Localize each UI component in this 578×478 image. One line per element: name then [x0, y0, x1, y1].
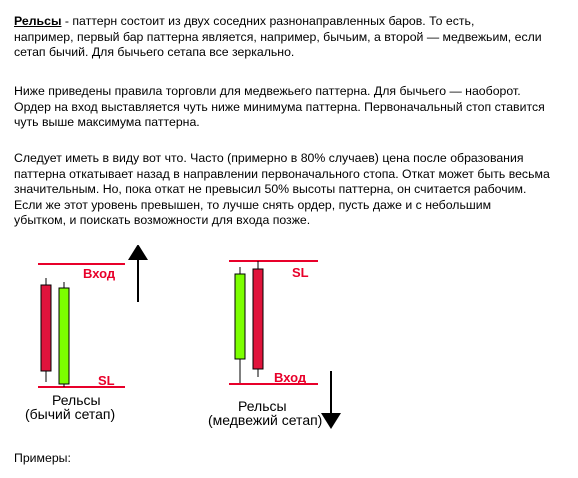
- bull-caption-line2: (бычий сетап): [25, 406, 116, 422]
- bear-bear-candle-body: [253, 269, 263, 369]
- paragraph-pullback: [14, 151, 574, 229]
- examples-label: Примеры:: [14, 451, 71, 465]
- bear-setup: [208, 261, 331, 428]
- bear-caption-line1: Рельсы: [238, 398, 287, 414]
- bull-stop-label: SL: [98, 373, 115, 388]
- rails-pattern-diagram: [0, 245, 578, 435]
- p2-line-1: Ниже приведены правила торговли для медвежьего паттерна. Для бычьего — наоборот.: [14, 84, 521, 98]
- bear-caption-line2: (медвежий сетап): [208, 412, 323, 428]
- p2-line-2: Ордер на вход выставляется чуть ниже минимума паттерна. Первоначальный стоп ставится: [14, 99, 545, 114]
- bear-entry-label: Вход: [274, 370, 307, 385]
- bear-stop-label: SL: [292, 265, 309, 280]
- p1-line-1: - паттерн состоит из двух соседних разнонаправленных баров. То есть,: [61, 14, 475, 28]
- bull-caption-line1: Рельсы: [52, 392, 101, 408]
- p3-line-2: паттерна откатывает назад в направлении первоначального стопа. Откат может быть весьма: [14, 166, 550, 181]
- paragraph-definition: [14, 14, 574, 61]
- bull-bear-candle-body: [41, 285, 51, 371]
- bear-bull-candle-body: [235, 274, 245, 359]
- p3-line-5: убытком, и поискать возможности для входа позже.: [14, 213, 311, 228]
- bull-entry-label: Вход: [83, 266, 116, 281]
- p3-line-1: Следует иметь в виду вот что. Часто (примерно в 80% случаев) цена после образования: [14, 151, 524, 165]
- p3-line-3: значительным. Но, пока откат не превысил 50% высоты паттерна, он считается рабочим.: [14, 182, 527, 197]
- paragraph-rules: [14, 84, 574, 131]
- p2-line-3: чуть выше максимума паттерна.: [14, 115, 200, 130]
- bull-bull-candle-body: [59, 288, 69, 384]
- p3-line-4: Если же этот уровень превышен, то лучше снять ордер, пусть даже и с небольшим: [14, 197, 492, 212]
- term-rails: Рельсы: [14, 14, 62, 28]
- p1-line-2: например, первый бар паттерна является, например, бычьим, а второй — медвежьим, если: [14, 29, 542, 44]
- bull-setup: [25, 252, 138, 422]
- p1-line-3: сетап бычий. Для бычьего сетапа все зеркально.: [14, 45, 295, 60]
